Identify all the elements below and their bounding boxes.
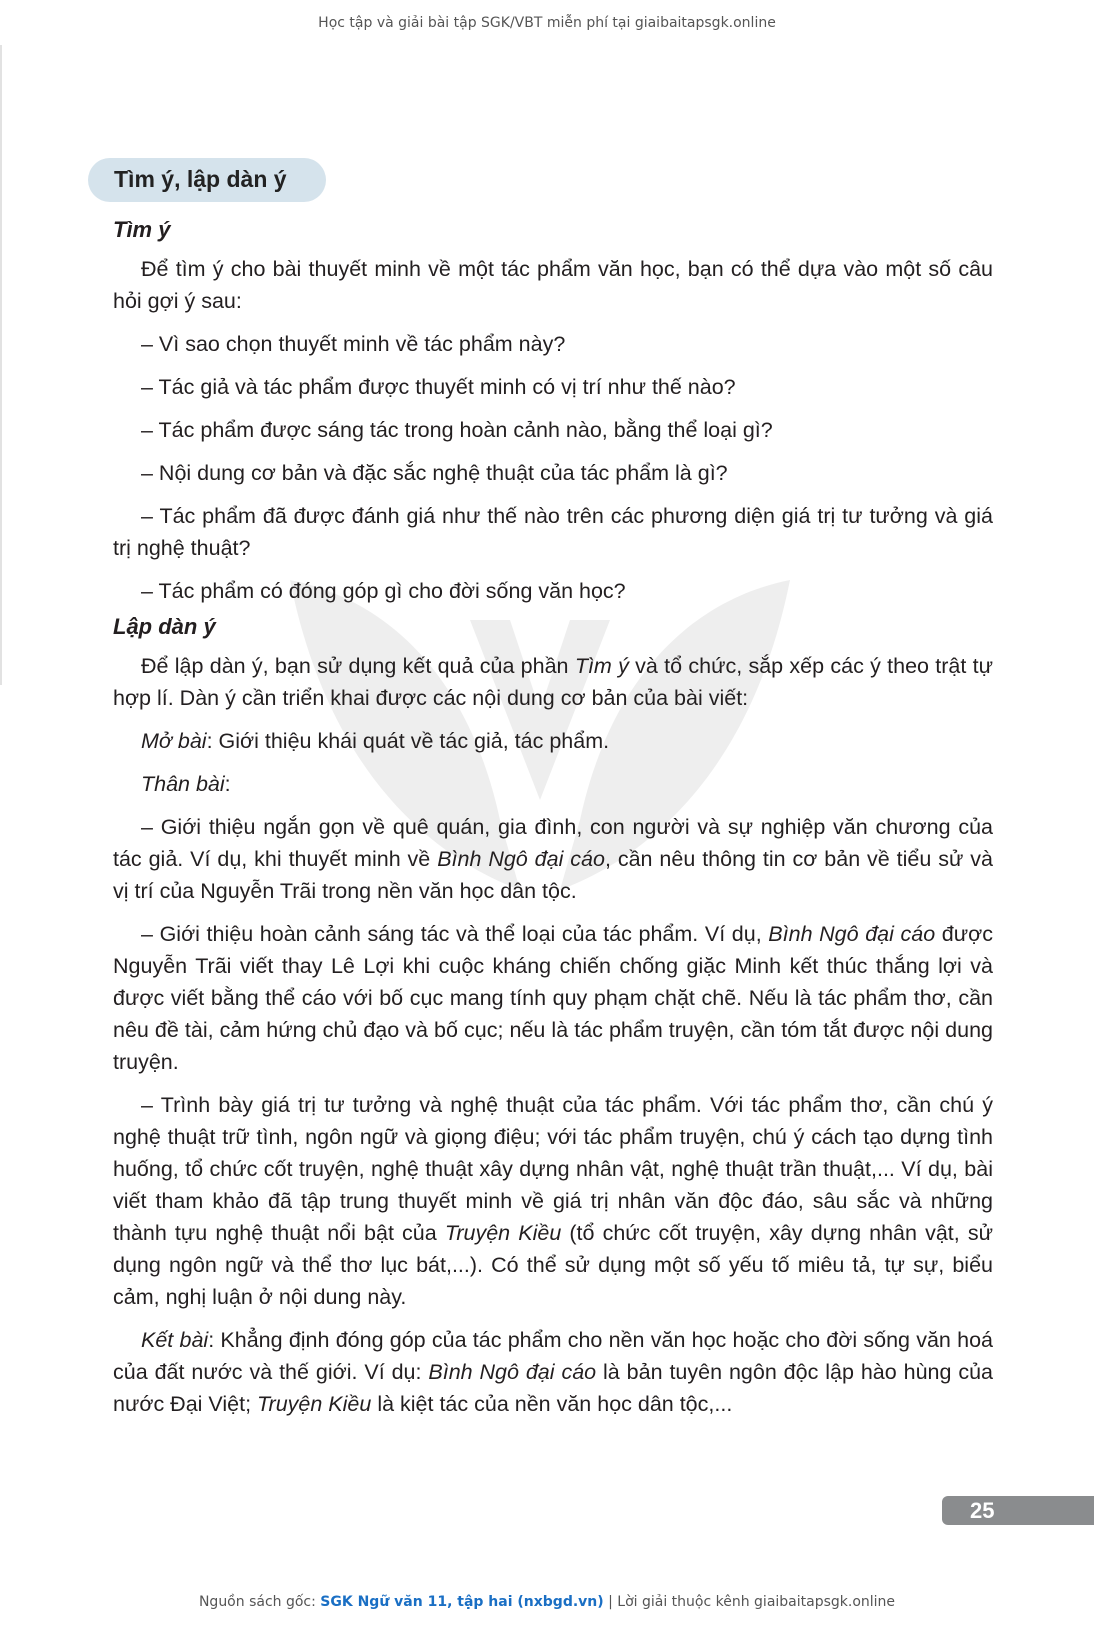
than-bai-point-3: – Trình bày giá trị tư tưởng và nghệ thuật của tác phẩm. Với tác phẩm thơ, cần chú ý nghệ thuật trữ tình, ngôn ngữ và giọng điệu; với tác phẩm truyện, chú ý cách tạo dựng tình huống, tổ chức cốt truyện, nghệ thuật xây dựng nhân vật, nghệ thuật trần thuật,... Ví dụ, bài viết tham khảo đã tập trung thuyết minh về giá trị nhân văn độc đáo, sâu sắc và những thành tựu nghệ thuật nổi bật của Truyện Kiều (tổ chức cốt truyện, xây dựng nhân vật, sử dụng ngôn ngữ và thể thơ lục bát,...). Có thể sử dụng một số yếu tố miêu tả, tự sự, biểu cảm, nghị luận ở nội dung này. (113, 1093, 993, 1309)
lap-dan-y-intro: Để lập dàn ý, bạn sử dụng kết quả của phần Tìm ý và tổ chức, sắp xếp các ý theo trật tự hợp lí. Dàn ý cần triển khai được các nội dung cơ bản của bài viết: (113, 654, 993, 710)
section-title: Tìm ý, lập dàn ý (114, 166, 287, 192)
question-item: – Tác phẩm có đóng góp gì cho đời sống văn học? (141, 579, 626, 603)
question-item: – Tác phẩm được sáng tác trong hoàn cảnh nào, bằng thể loại gì? (141, 418, 773, 442)
mo-bai-item: Mở bài: Giới thiệu khái quát về tác giả, tác phẩm. (141, 729, 610, 753)
section-title-pill (88, 158, 326, 202)
than-bai-label: Thân bài (141, 772, 225, 796)
tim-y-intro: Để tìm ý cho bài thuyết minh về một tác phẩm văn học, bạn có thể dựa vào một số câu hỏi gợi ý sau: (113, 257, 993, 313)
than-bai-label-line: Thân bài: (141, 772, 231, 796)
ket-bai-label: Kết bài (141, 1328, 209, 1352)
question-item: – Tác giả và tác phẩm được thuyết minh có vị trí như thế nào? (141, 375, 736, 399)
page-edge-rule (0, 45, 2, 685)
question-item: – Tác phẩm đã được đánh giá như thế nào trên các phương diện giá trị tư tưởng và giá trị nghệ thuật? (113, 504, 993, 560)
question-item: – Vì sao chọn thuyết minh về tác phẩm này? (141, 332, 566, 356)
than-bai-point-2: – Giới thiệu hoàn cảnh sáng tác và thể loại của tác phẩm. Ví dụ, Bình Ngô đại cáo được Nguyễn Trãi viết thay Lê Lợi khi cuộc kháng chiến chống giặc Minh kết thúc thắng lợi và được viết bằng thể cáo với bố cục mang tính quy phạm chặt chẽ. Nếu là tác phẩm thơ, cần nêu đề tài, cảm hứng chủ đạo và bố cục; nếu là tác phẩm truyện, cần tóm tắt được nội dung truyện. (113, 922, 993, 1074)
header-banner: Học tập và giải bài tập SGK/VBT miễn phí tại giaibaitapsgk.online (318, 15, 776, 31)
footer-source-link[interactable]: SGK Ngữ văn 11, tập hai (nxbgd.vn) (320, 1594, 604, 1610)
main-content (113, 214, 993, 1431)
than-bai-point-1: – Giới thiệu ngắn gọn về quê quán, gia đình, con người và sự nghiệp văn chương của tác giả. Ví dụ, khi thuyết minh về Bình Ngô đại cáo, cần nêu thông tin cơ bản về tiểu sử và vị trí của Nguyễn Trãi trong nền văn học dân tộc. (113, 815, 994, 903)
tim-y-heading: Tìm ý (113, 217, 171, 242)
question-item: – Nội dung cơ bản và đặc sắc nghệ thuật của tác phẩm là gì? (141, 461, 728, 485)
mo-bai-label: Mở bài (141, 729, 207, 753)
ket-bai-item: Kết bài: Khẳng định đóng góp của tác phẩm cho nền văn học hoặc cho đời sống văn hoá của đất nước và thế giới. Ví dụ: Bình Ngô đại cáo là bản tuyên ngôn độc lập hào hùng của nước Đại Việt; Truyện Kiều là kiệt tác của nền văn học dân tộc,... (113, 1328, 994, 1416)
page-number: 25 (942, 1496, 1094, 1525)
footer-credit: Nguồn sách gốc: SGK Ngữ văn 11, tập hai (nxbgd.vn) | Lời giải thuộc kênh giaibaitapsgk.online (198, 1594, 896, 1610)
lap-dan-y-heading: Lập dàn ý (113, 614, 216, 639)
